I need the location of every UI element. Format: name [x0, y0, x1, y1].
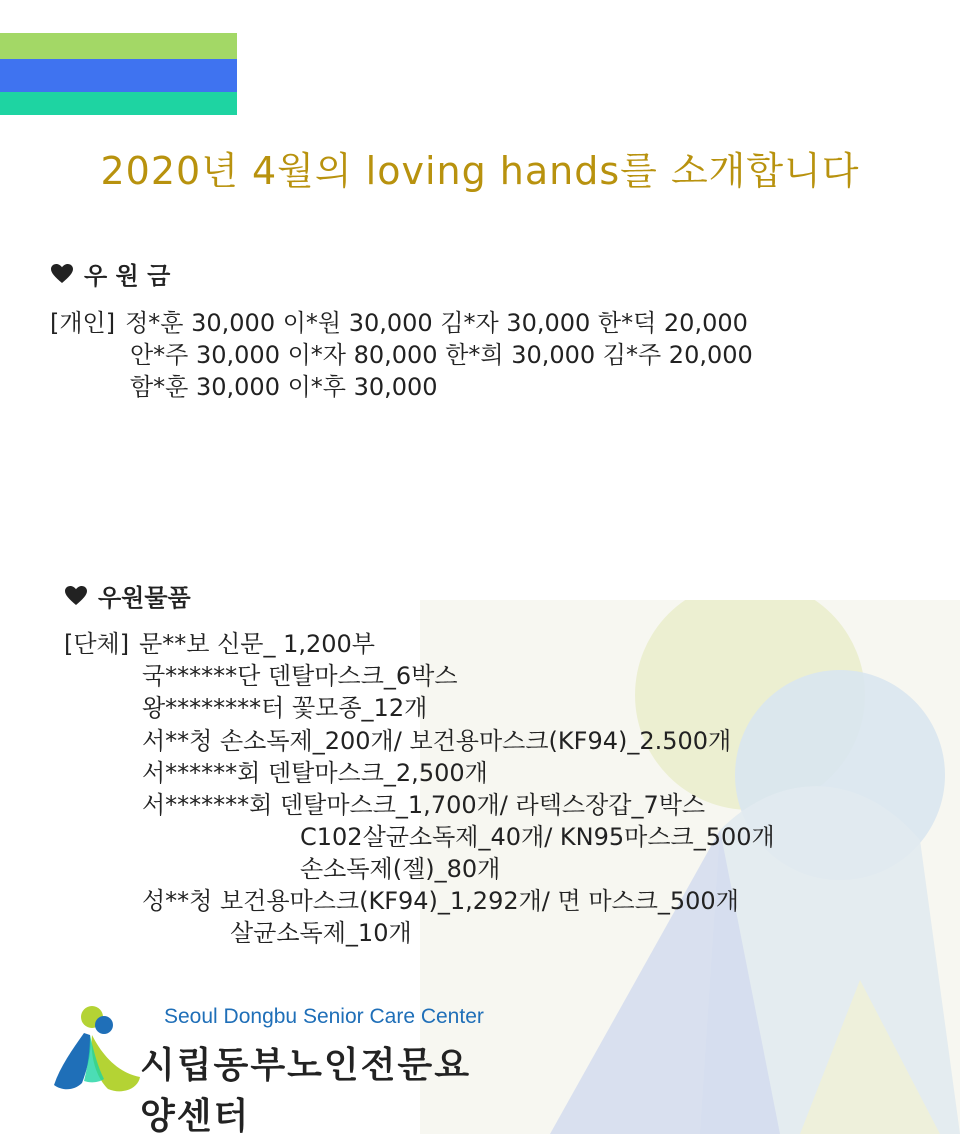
heart-icon [50, 262, 74, 286]
donations-tag: [개인] [50, 309, 116, 337]
goods-line: 서*******회 덴탈마스크_1,700개/ 라텍스장갑_7박스 [142, 791, 706, 819]
goods-heading [64, 578, 191, 613]
donations-text: 정*훈 30,000 이*원 30,000 김*자 30,000 한*덕 20,000 [125, 309, 748, 337]
logo-english-name: Seoul Dongbu Senior Care Center [164, 1005, 484, 1028]
goods-line: 국******단 덴탈마스크_6박스 [142, 662, 458, 690]
center-logo [52, 1005, 492, 1137]
goods-line: 서**청 손소독제_200개/ 보건용마스크(KF94)_2.500개 [142, 727, 732, 755]
goods-line: 성**청 보건용마스크(KF94)_1,292개/ 면 마스크_500개 [142, 887, 739, 915]
goods-heading-label: 우원물품 [98, 584, 191, 612]
donations-heading-label: 우 원 금 [84, 262, 171, 290]
background-art [420, 600, 960, 1134]
stripe-green [0, 33, 237, 59]
goods-line: C102살균소독제_40개/ KN95마스크_500개 [300, 823, 775, 851]
logo-korean-name: 시립동부노인전문요양센터 [140, 1045, 471, 1137]
donations-heading [50, 256, 170, 291]
goods-line [64, 624, 375, 659]
heart-icon [64, 584, 88, 608]
page-title: 2020년 4월의 loving hands를 소개합니다 [100, 149, 860, 193]
goods-text: 문**보 신문_ 1,200부 [139, 630, 375, 658]
stripe-blue [0, 59, 237, 92]
goods-line: 왕********터 꽃모종_12개 [142, 694, 428, 722]
goods-line: 서******회 덴탈마스크_2,500개 [142, 759, 488, 787]
donations-line [50, 303, 748, 338]
goods-line: 살균소독제_10개 [230, 919, 412, 947]
goods-tag: [단체] [64, 630, 130, 658]
donations-line: 안*주 30,000 이*자 80,000 한*희 30,000 김*주 20,000 [130, 341, 753, 369]
center-logo-mark [52, 1005, 142, 1095]
goods-line: 손소독제(젤)_80개 [300, 855, 501, 883]
stripe-teal [0, 92, 237, 115]
donations-line: 함*훈 30,000 이*후 30,000 [130, 373, 438, 401]
